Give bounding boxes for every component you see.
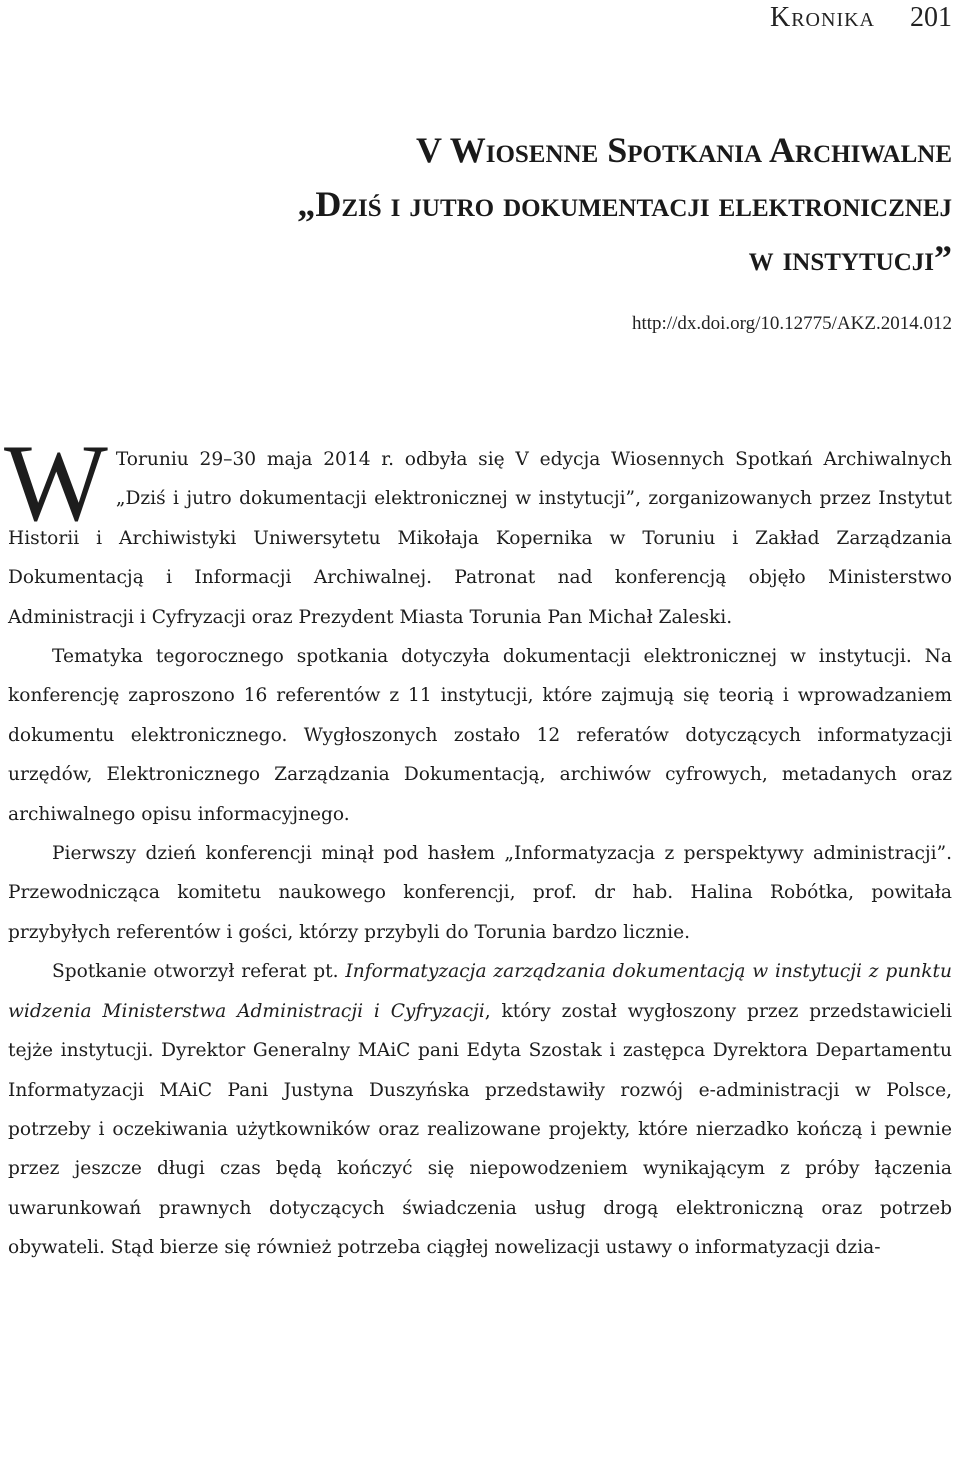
paper-title-italic: Informatyzacja zarządzania dokumentacją w instytucji z punktu widzenia Ministerstwa Administracji i Cyfryzacji <box>8 961 953 1022</box>
article-body <box>4 422 953 1268</box>
running-head <box>770 2 952 34</box>
title-line-1: V Wiosenne Spotkania Archiwalne <box>416 130 952 170</box>
title-line-2: „Dziś i jutro dokumentacji elektronicznej <box>297 184 952 224</box>
title-line-3: w instytucji” <box>748 238 952 278</box>
paragraph-1-text: Toruniu 29–30 maja 2014 r. odbyła się V edycja Wiosennych Spotkań Archiwalnych „Dziś i jutro dokumentacji elektronicznej w instytucji”, zorganizowanych przez Instytut Historii i Archiwistyki Uniwersytetu Mikołaja Kopernika w Toruniu i Zakład Zarządzania Dokumentacją i Informacji Archiwalnej. Patronat nad konferencją objęło Ministerstwo Administracji i Cyfryzacji oraz Prezydent Miasta Torunia Pan Michał Zaleski. <box>8 449 952 628</box>
doi-link[interactable]: http://dx.doi.org/10.12775/AKZ.2014.012 <box>631 313 952 334</box>
paragraph-3: Pierwszy dzień konferencji minął pod hasłem „Informatyzacja z perspektywy administracji”. Przewodnicząca komitetu naukowego konferencji, prof. dr hab. Halina Robótka, powitała przybyłych referentów i gości, którzy przybyli do Torunia bardzo licznie. <box>8 843 952 943</box>
drop-cap: W <box>4 422 108 544</box>
article-title <box>52 123 952 285</box>
page-number: 201 <box>910 2 952 33</box>
paragraph-4-lead: Spotkanie otworzył referat pt. <box>52 961 346 983</box>
paragraph-2: Tematyka tegorocznego spotkania dotyczyła dokumentacji elektronicznej w instytucji. Na konferencję zaproszono 16 referentów z 11 instytucji, które zajmują się teorią i wprowadzaniem dokumentu elektronicznego. Wygłoszonych zostało 12 referatów dotyczących informatyzacji urzędów, Elektronicznego Zarządzania Dokumentacją, archiwów cyfrowych, metadanych oraz archiwalnego opisu informacyjnego. <box>8 646 952 825</box>
running-head-section: Kronika <box>770 2 875 33</box>
paragraph-1 <box>4 422 952 637</box>
paragraph-4-rest: , który został wygłoszony przez przedstawicieli tejże instytucji. Dyrektor Generalny MAiC pani Edyta Szostak i zastępca Dyrektora Departamentu Informatyzacji MAiC Pani Justyna Duszyńska przedstawiły rozwój e-administracji w Polsce, potrzeby i oczekiwania użytkowników oraz realizowane projekty, które nierzadko kończą i pewnie przez jeszcze długi czas będą kończyć się niepowodzeniem wynikającym z próby łączenia uwarunkowań prawnych dotyczących świadczenia usług drogą elektroniczną oraz potrzeb obywateli. Stąd bierze się również potrzeba ciągłej nowelizacji ustawy o informatyzacji dzia- <box>8 1000 952 1259</box>
paragraph-4 <box>8 952 952 1267</box>
